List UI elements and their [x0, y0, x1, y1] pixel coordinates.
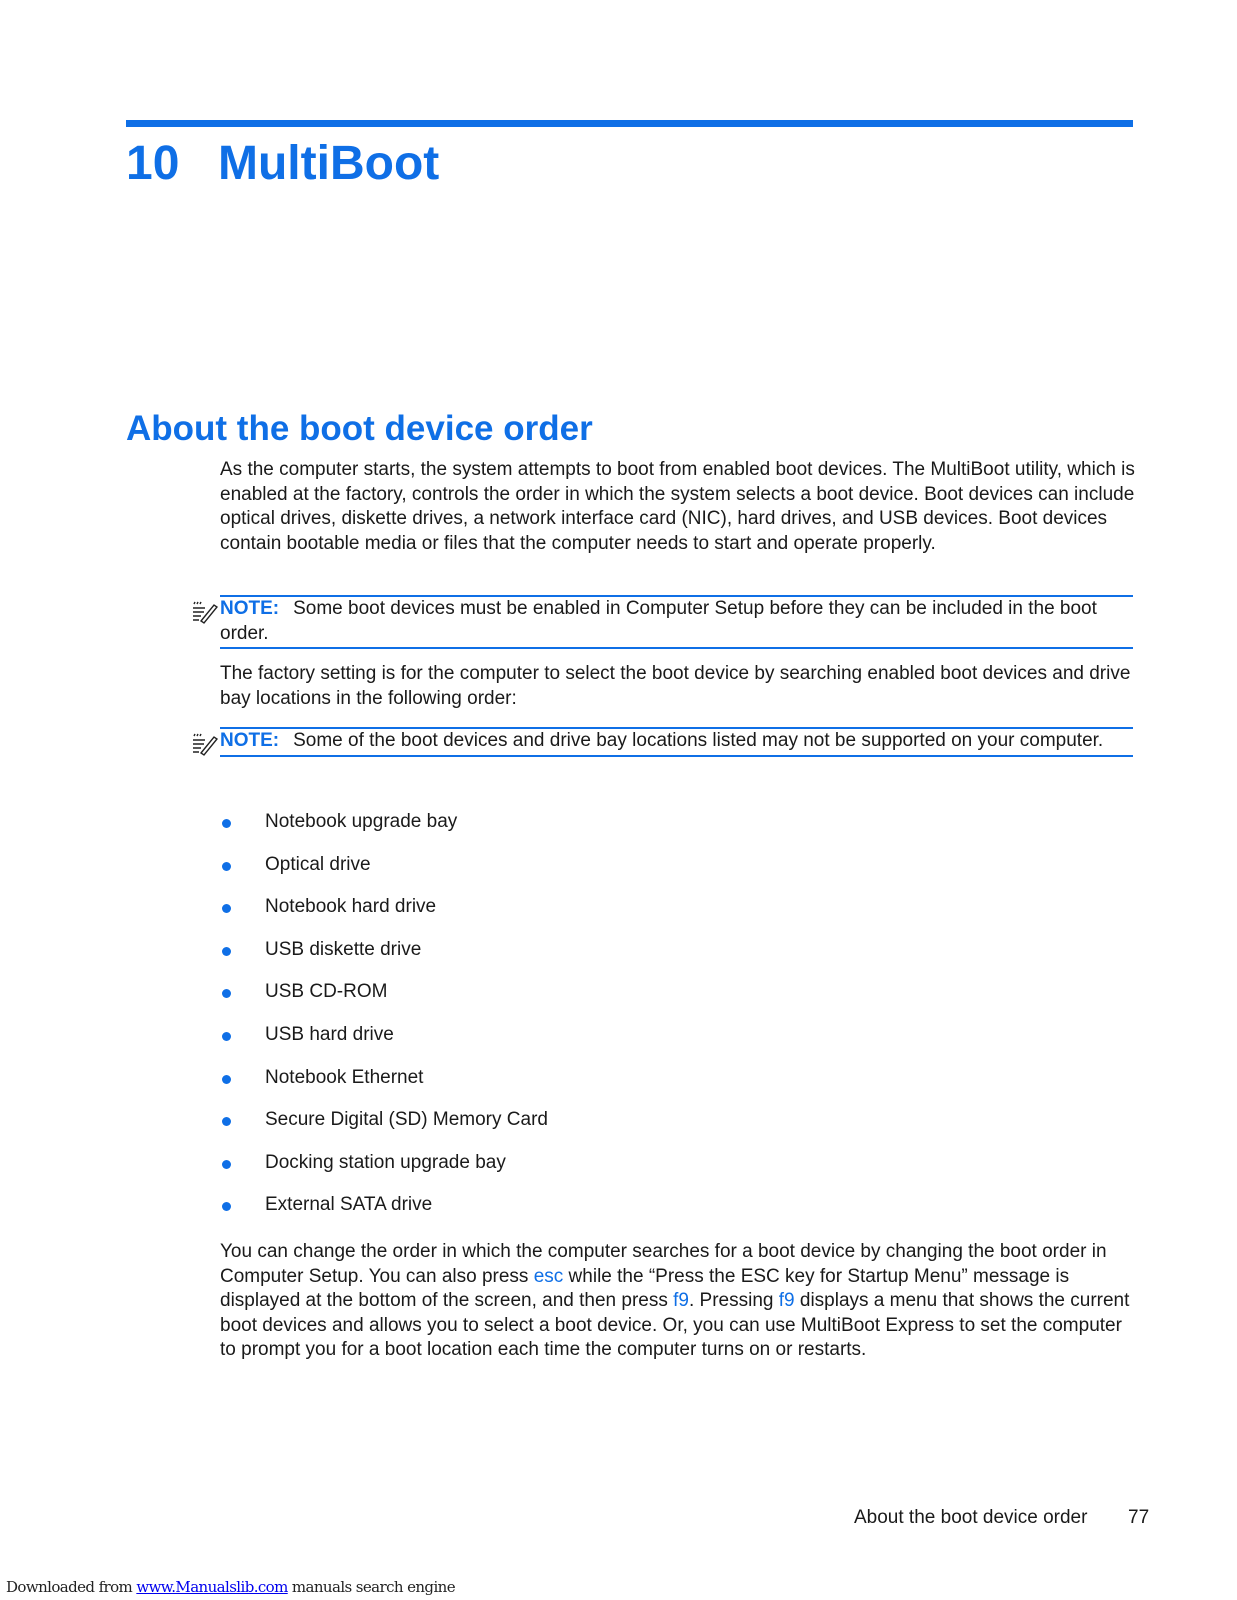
- note-icon: [190, 599, 218, 625]
- boot-order-list: [220, 810, 548, 1236]
- chapter-number: 10: [126, 137, 180, 190]
- list-item-label: USB hard drive: [265, 1023, 394, 1045]
- bullet-icon: [222, 1075, 231, 1084]
- chapter-rule: [126, 120, 1133, 127]
- bullet-icon: [222, 1117, 231, 1126]
- list-item-label: Docking station upgrade bay: [265, 1151, 506, 1173]
- list-item-label: External SATA drive: [265, 1194, 433, 1216]
- note-text: Some of the boot devices and drive bay locations listed may not be supported on your computer.: [293, 730, 1104, 751]
- note-label: NOTE:: [220, 598, 280, 619]
- key-esc: esc: [533, 1265, 564, 1287]
- list-item-label: Notebook upgrade bay: [265, 811, 458, 832]
- list-item-label: Optical drive: [265, 853, 371, 875]
- list-item-label: USB CD-ROM: [265, 981, 388, 1003]
- list-item-label: Notebook Ethernet: [265, 1066, 424, 1088]
- bullet-icon: [222, 1202, 231, 1211]
- list-item: [220, 853, 548, 896]
- intro-paragraph: As the computer starts, the system attempts to boot from enabled boot devices. The MultiBoot utility, which is enabled at the factory, controls the order in which the system selects a boot device. Boot devices can include optical drives, diskette drives, a network interface card (NIC), hard drives, and USB devices. Boot devices contain bootable media or files that the computer needs to start and operate properly.: [220, 459, 1135, 554]
- list-item-label: Notebook hard drive: [265, 896, 437, 918]
- bullet-icon: [222, 989, 231, 998]
- list-item: [220, 1108, 548, 1151]
- section-title: About the boot device order: [126, 409, 593, 448]
- bullet-icon: [222, 862, 231, 871]
- note-text: Some boot devices must be enabled in Computer Setup before they can be included in the boot order.: [220, 598, 1097, 644]
- manualslib-link[interactable]: www.Manualslib.com: [136, 1578, 288, 1596]
- key-f9: f9: [778, 1290, 795, 1311]
- list-item-label: USB diskette drive: [265, 938, 422, 960]
- note-label: NOTE:: [220, 730, 280, 751]
- factory-paragraph: The factory setting is for the computer to select the boot device by searching enabled boot devices and drive bay locations in the following order:: [220, 663, 1131, 709]
- bullet-icon: [222, 1160, 231, 1169]
- footer-section-title: About the boot device order: [854, 1507, 1088, 1528]
- final-paragraph: You can change the order in which the computer searches for a boot device by changing the boot order in Computer Setup. You can also press esc while the “Press the ESC key for Startup Menu” message is displayed at the bottom of the screen, and then press f9. Pressing f9 displays a menu that shows the current boot devices and allows you to select a boot device. Or, you can use MultiBoot Express to set the computer to prompt you for a boot location each time the computer turns on or restarts.: [220, 1241, 1130, 1360]
- chapter-title: MultiBoot: [218, 137, 440, 190]
- key-f9: f9: [673, 1290, 689, 1311]
- list-item: [220, 810, 548, 853]
- chapter-heading: [126, 134, 439, 194]
- list-item: [220, 980, 548, 1023]
- note-box: [220, 595, 1133, 649]
- download-banner: Downloaded from www.Manualslib.com manuals search engine: [6, 1578, 455, 1596]
- list-item: [220, 1066, 548, 1109]
- page-number: 77: [1128, 1507, 1150, 1528]
- note-box: [220, 727, 1133, 757]
- bullet-icon: [222, 904, 231, 913]
- list-item: [220, 895, 548, 938]
- bullet-icon: [222, 819, 231, 828]
- list-item: [220, 1193, 548, 1236]
- list-item-label: Secure Digital (SD) Memory Card: [265, 1109, 548, 1131]
- bullet-icon: [222, 1032, 231, 1041]
- note-icon: [190, 731, 218, 757]
- bullet-icon: [222, 947, 231, 956]
- list-item: [220, 1023, 548, 1066]
- list-item: [220, 938, 548, 981]
- list-item: [220, 1151, 548, 1194]
